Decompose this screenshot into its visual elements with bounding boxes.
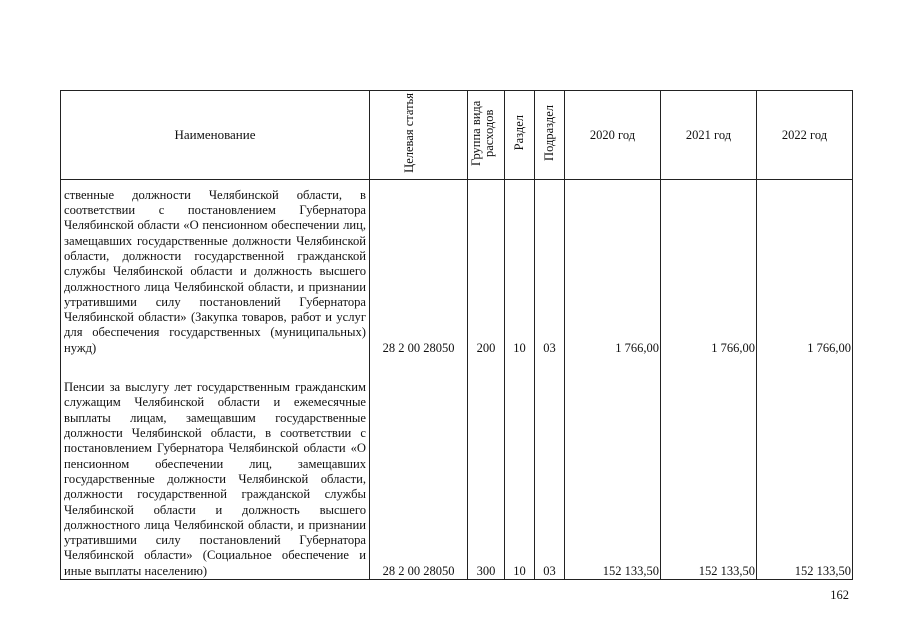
row-target-article: 28 2 00 28050	[370, 180, 468, 357]
header-target-article: Целевая статья	[370, 91, 468, 180]
table-row	[61, 356, 853, 580]
page-number: 162	[830, 588, 849, 602]
header-name: Наименование	[61, 91, 370, 180]
row-name: ственные должности Челябинской области, в соответствии с постановлением Губернатора Челябинской области «О пенсионном обеспечении лиц, замещавших государственные должности Челябинской области, должности государственной гражданской службы Челябинской области и должность высшего должностного лица Челябинской области, и признании утратившими силу постановлений Губернатора Челябинской области» (Закупка товаров, работ и услуг для обеспечения государственных (муниципальных) нужд)	[61, 180, 370, 357]
header-year-2020: 2020 год	[565, 91, 661, 180]
header-year-2021: 2021 год	[661, 91, 757, 180]
row-amount-2022: 152 133,50	[757, 356, 853, 580]
header-subsection: Подраздел	[535, 91, 565, 180]
row-amount-2021: 152 133,50	[661, 356, 757, 580]
row-subsection: 03	[535, 180, 565, 357]
row-name: Пенсии за выслугу лет государственным гражданским служащим Челябинской области и ежемесячные выплаты лицам, замещавшим государственные должности Челябинской области, в соответствии с постановлением Губернатора Челябинской области «О пенсионном обеспечении лиц, замещавших государственные должности Челябинской области, должности государственной гражданской службы Челябинской области и должность высшего должностного лица Челябинской области, и признании утратившими силу постановлений Губернатора Челябинской области» (Социальное обеспечение и иные выплаты населению)	[61, 356, 370, 580]
row-expense-group: 200	[468, 180, 505, 357]
header-expense-group: Группа вида расходов	[468, 91, 505, 180]
row-section: 10	[505, 356, 535, 580]
row-expense-group: 300	[468, 356, 505, 580]
row-section: 10	[505, 180, 535, 357]
row-subsection: 03	[535, 356, 565, 580]
row-amount-2022: 1 766,00	[757, 180, 853, 357]
row-amount-2020: 152 133,50	[565, 356, 661, 580]
header-year-2022: 2022 год	[757, 91, 853, 180]
budget-table	[60, 90, 853, 580]
row-amount-2021: 1 766,00	[661, 180, 757, 357]
row-target-article: 28 2 00 28050	[370, 356, 468, 580]
row-amount-2020: 1 766,00	[565, 180, 661, 357]
table-row	[61, 180, 853, 357]
header-section: Раздел	[505, 91, 535, 180]
table-header-row	[61, 91, 853, 180]
